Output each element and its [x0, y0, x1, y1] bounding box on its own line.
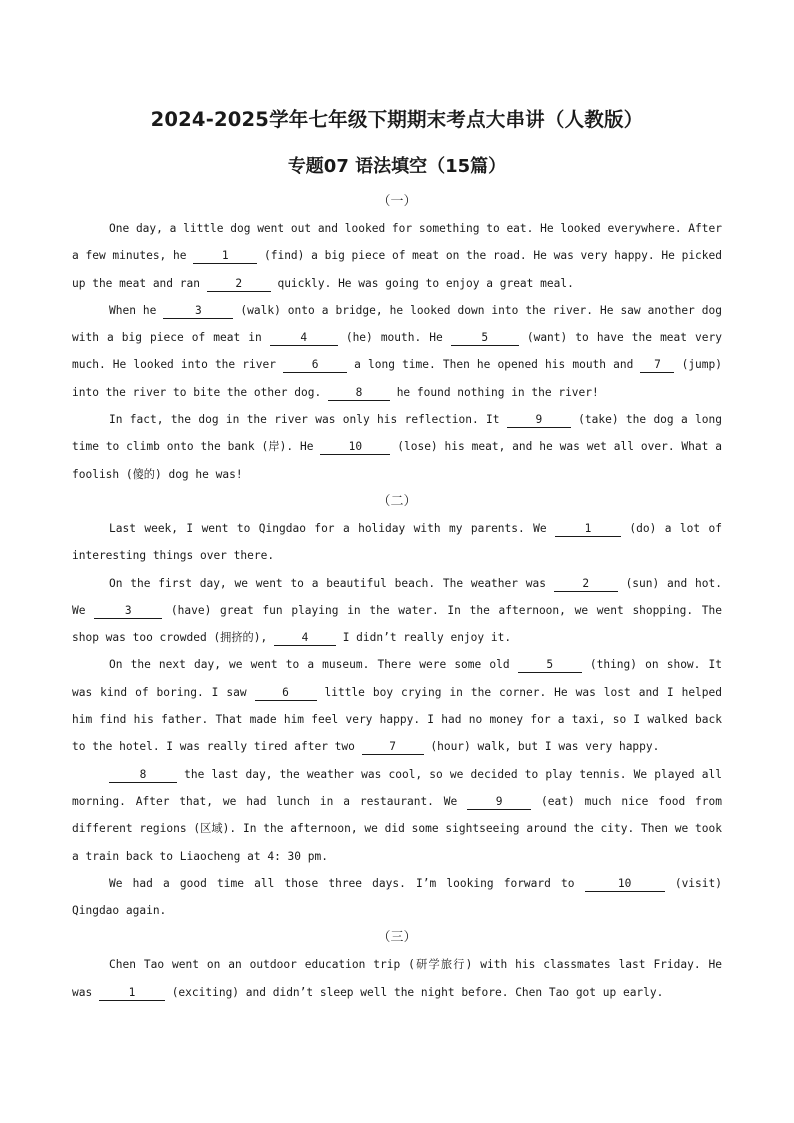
blank-number: 7 — [654, 358, 661, 372]
document-title: 2024-2025学年七年级下期期末考点大串讲（人教版） — [150, 108, 644, 131]
blank-number: 9 — [535, 413, 543, 427]
text-segment: (walk) onto a bridge, he looked down into the river. He saw another dog with a big piece of meat in — [72, 303, 722, 345]
text-segment: On the next day, we went to a museum. There were some old — [109, 658, 518, 672]
text-segment: (thing) on show. It was kind of boring. I saw — [72, 658, 723, 699]
section-heading: （一） — [377, 194, 417, 209]
blank-number: 2 — [582, 576, 590, 590]
passage-paragraph — [72, 761, 722, 870]
text-segment: One day, a little dog went out and looked for something to eat. He looked everywhere. After a few minutes, he — [72, 222, 722, 263]
section-heading: （二） — [377, 493, 417, 509]
text-segment: (jump) into the river to bite the other dog. — [72, 358, 722, 399]
answer-blank[interactable] — [451, 330, 519, 346]
passage-paragraph — [72, 651, 722, 760]
text-segment: (find) a big piece of meat on the road. He was very happy. He picked up the meat and ran — [72, 249, 722, 290]
answer-blank[interactable] — [193, 248, 257, 264]
text-segment: a long time. Then he opened his mouth and — [347, 358, 641, 372]
blank-number: 7 — [389, 740, 396, 754]
blank-number: 3 — [195, 303, 202, 317]
text-segment: (visit) Qingdao again. — [72, 876, 722, 918]
blank-number: 5 — [481, 331, 489, 345]
text-segment: Last week, I went to Qingdao for a holiday with my parents. We — [109, 521, 556, 535]
text-segment: (have) great fun playing in the water. In the afternoon, we went shopping. The shop was too crowded (拥挤的), — [72, 603, 722, 645]
section-heading: （三） — [377, 930, 417, 946]
answer-blank[interactable] — [99, 985, 165, 1001]
passage-paragraph — [72, 870, 722, 925]
text-segment: We had a good time all those three days. I’m looking forward to — [109, 876, 585, 890]
blank-number: 9 — [495, 794, 503, 808]
answer-blank[interactable] — [109, 767, 177, 783]
blank-number: 8 — [355, 385, 363, 399]
passage-section — [72, 188, 722, 488]
blank-number: 1 — [221, 249, 229, 263]
answer-blank[interactable] — [554, 576, 618, 592]
answer-blank[interactable] — [94, 603, 162, 619]
text-segment: When he — [109, 303, 164, 317]
blank-number: 10 — [617, 876, 632, 890]
answer-blank[interactable] — [283, 357, 347, 373]
text-segment: (do) a lot of interesting things over there. — [72, 521, 723, 563]
passages — [72, 188, 722, 1006]
text-segment: On the first day, we went to a beautiful beach. The weather was — [109, 576, 554, 590]
answer-blank[interactable] — [518, 657, 582, 673]
text-segment: little boy crying in the corner. He was lost and I helped him find his father. That made him feel very happy. I had no money for a taxi, so I walked back to the hotel. I was really tired after two — [72, 685, 722, 754]
answer-blank[interactable] — [270, 330, 338, 346]
text-segment: quickly. He was going to enjoy a great meal. — [270, 276, 574, 290]
passage-paragraph — [72, 951, 722, 1006]
blank-number: 2 — [235, 276, 243, 290]
passage-section — [72, 924, 722, 1006]
blank-number: 1 — [584, 521, 592, 535]
passage-paragraph — [72, 406, 722, 488]
answer-blank[interactable] — [467, 794, 531, 810]
text-segment: I didn’t really enjoy it. — [335, 631, 512, 645]
passage-paragraph — [72, 570, 722, 652]
text-segment: (take) the dog a long time to climb onto the bank (岸). He — [72, 413, 722, 454]
answer-blank[interactable] — [362, 739, 424, 755]
text-segment: (exciting) and didn’t sleep well the night before. Chen Tao got up early. — [164, 985, 664, 999]
answer-blank[interactable] — [585, 876, 665, 892]
text-segment: Chen Tao went on an outdoor education trip (研学旅行) with his classmates last Friday. He was — [72, 958, 722, 999]
text-segment: he found nothing in the river! — [389, 385, 599, 399]
text-segment: (eat) much nice food from different regions (区域). In the afternoon, we did some sightseeing around the city. Then we took a train back to Liaocheng at 4: 30 pm. — [72, 794, 722, 863]
answer-blank[interactable] — [320, 439, 390, 455]
blank-number: 8 — [139, 767, 147, 781]
document-subtitle: 专题07 语法填空（15篇） — [287, 156, 507, 177]
text-segment: (he) mouth. He — [337, 331, 451, 345]
blank-number: 4 — [301, 631, 309, 645]
blank-number: 4 — [300, 331, 308, 345]
text-segment: (want) to have the meat very much. He looked into the river — [72, 331, 722, 372]
answer-blank[interactable] — [274, 630, 336, 646]
passage-section — [72, 488, 722, 924]
answer-blank[interactable] — [255, 685, 317, 701]
passage-paragraph — [72, 515, 722, 570]
answer-blank[interactable] — [207, 276, 271, 292]
passage-paragraph — [72, 297, 722, 406]
passage-paragraph — [72, 215, 722, 297]
text-segment: the last day, the weather was cool, so we decided to play tennis. We played all morning. After that, we had lunch in a restaurant. We — [72, 767, 722, 808]
text-segment: (sun) and hot. We — [72, 576, 722, 617]
answer-blank[interactable] — [640, 357, 674, 373]
blank-number: 5 — [546, 658, 554, 672]
blank-number: 6 — [311, 358, 319, 372]
blank-number: 6 — [282, 685, 289, 699]
answer-blank[interactable] — [507, 412, 571, 428]
blank-number: 10 — [348, 440, 363, 454]
text-segment: (lose) his meat, and he was wet all over. What a foolish (傻的) dog he was! — [72, 440, 722, 481]
answer-blank[interactable] — [555, 521, 621, 537]
blank-number: 1 — [128, 985, 136, 999]
text-segment: In fact, the dog in the river was only his reflection. It — [109, 413, 507, 427]
answer-blank[interactable] — [328, 385, 390, 401]
text-segment: (hour) walk, but I was very happy. — [423, 740, 660, 754]
blank-number: 3 — [124, 603, 132, 617]
answer-blank[interactable] — [163, 303, 233, 319]
